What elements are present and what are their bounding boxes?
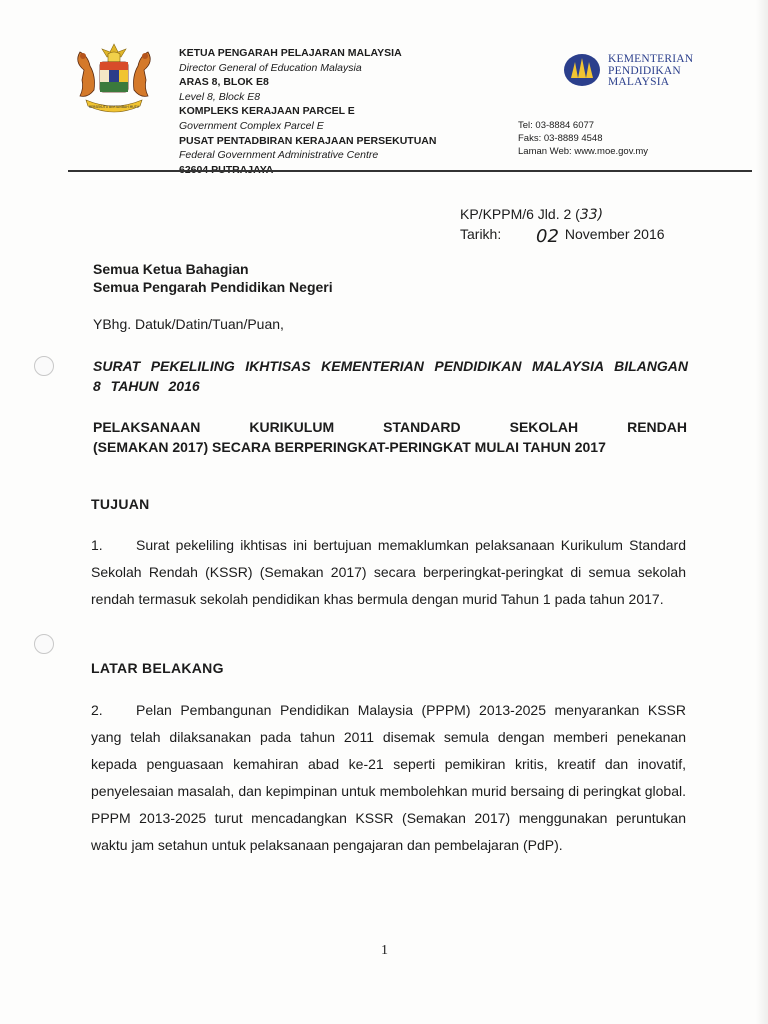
page-edge xyxy=(756,0,768,1024)
header-line: ARAS 8, BLOK E8 xyxy=(179,76,269,89)
circular-title: SURAT PEKELILING IKHTISAS KEMENTERIAN PENDIDIKAN MALAYSIA BILANGAN 8 TAHUN 2016 xyxy=(93,358,688,394)
website: Laman Web: www.moe.gov.my xyxy=(518,146,649,157)
subject-word: PELAKSANAAN xyxy=(93,419,201,435)
letterhead-address xyxy=(179,46,436,177)
header-line: PUSAT PENTADBIRAN KERAJAAN PERSEKUTUAN xyxy=(179,134,437,147)
paragraph-1 xyxy=(91,532,686,613)
subject-word: STANDARD xyxy=(383,419,461,435)
logo-line: PENDIDIKAN xyxy=(608,64,681,77)
reference-block xyxy=(460,205,665,247)
fax: Faks: 03-8889 4548 xyxy=(518,133,603,144)
paragraph-text: Pelan Pembangunan Pendidikan Malaysia (PPPM) 2013-2025 menyarankan KSSR yang telah dilaksanakan pada tahun 2011 disemak semula dengan memberi penekanan kepada penguasaan kemahiran abad ke-21 seperti pemikiran kritis, kreatif dan inovatif, penyelesaian masalah, dan kepimpinan untuk membolehkan murid bersaing di peringkat global. PPPM 2013-2025 turut mencadangkan KSSR (Semakan 2017) menggunakan peruntukan waktu jam setahun untuk pelaksanaan pengajaran dan pembelajaran (PdP). xyxy=(91,702,686,853)
contact-info xyxy=(518,119,648,158)
reference-handwritten: 33) xyxy=(579,207,604,223)
logo-line: MALAYSIA xyxy=(608,76,670,88)
header-line: KOMPLEKS KERAJAAN PARCEL E xyxy=(179,105,355,118)
punch-hole xyxy=(34,356,54,376)
logo-line: KEMENTERIAN xyxy=(608,53,694,65)
salutation: YBhg. Datuk/Datin/Tuan/Puan, xyxy=(93,316,284,332)
subject-title-line2: (SEMAKAN 2017) SECARA BERPERINGKAT-PERINGKAT MULAI TAHUN 2017 xyxy=(93,439,606,455)
page-number: 1 xyxy=(381,943,388,958)
malaysia-coat-of-arms-icon xyxy=(64,40,164,120)
recipients xyxy=(93,260,333,296)
punch-hole xyxy=(34,634,54,654)
subject-word: KURIKULUM xyxy=(249,419,335,435)
moe-logo-text xyxy=(608,54,693,89)
moe-logo-icon xyxy=(562,52,602,88)
header-line: Federal Government Administrative Centre xyxy=(179,149,379,162)
section-heading-latar-belakang: LATAR BELAKANG xyxy=(91,660,224,676)
subject-word: SEKOLAH xyxy=(509,419,579,435)
paragraph-number: 1. xyxy=(91,537,103,553)
paragraph-text: Surat pekeliling ikhtisas ini bertujuan memaklumkan pelaksanaan Kurikulum Standard Sekolah Rendah (KSSR) (Semakan 2017) secara berperingkat-peringkat di semua sekolah rendah termasuk sekolah pendidikan khas bermula dengan murid Tahun 1 pada tahun 2017. xyxy=(91,537,686,607)
date-month-year: November 2016 xyxy=(564,226,665,242)
section-heading-tujuan: TUJUAN xyxy=(91,496,150,512)
recipient: Semua Pengarah Pendidikan Negeri xyxy=(93,279,333,295)
recipient: Semua Ketua Bahagian xyxy=(93,261,249,277)
subject-word: RENDAH xyxy=(627,419,687,435)
date-label: Tarikh: xyxy=(460,226,502,242)
paragraph-2 xyxy=(91,697,686,859)
header-line: Director General of Education Malaysia xyxy=(179,61,362,74)
reference-number-row xyxy=(460,205,665,225)
subject-title xyxy=(93,417,687,457)
date-row xyxy=(460,225,665,247)
tel: Tel: 03-8884 6077 xyxy=(518,120,595,131)
crest-ribbon: BERSEKUTU BERTAMBAH MUTU xyxy=(88,105,140,109)
header-line: KETUA PENGARAH PELAJARAN MALAYSIA xyxy=(179,47,402,59)
subject-title-line1 xyxy=(93,417,687,437)
reference-number: KP/KPPM/6 Jld. 2 ( xyxy=(460,206,580,222)
header-line: Government Complex Parcel E xyxy=(179,119,324,132)
header-divider xyxy=(68,170,752,172)
paragraph-number: 2. xyxy=(91,702,103,718)
date-day-handwritten: 02 xyxy=(536,226,559,247)
header-line: Level 8, Block E8 xyxy=(179,90,261,103)
